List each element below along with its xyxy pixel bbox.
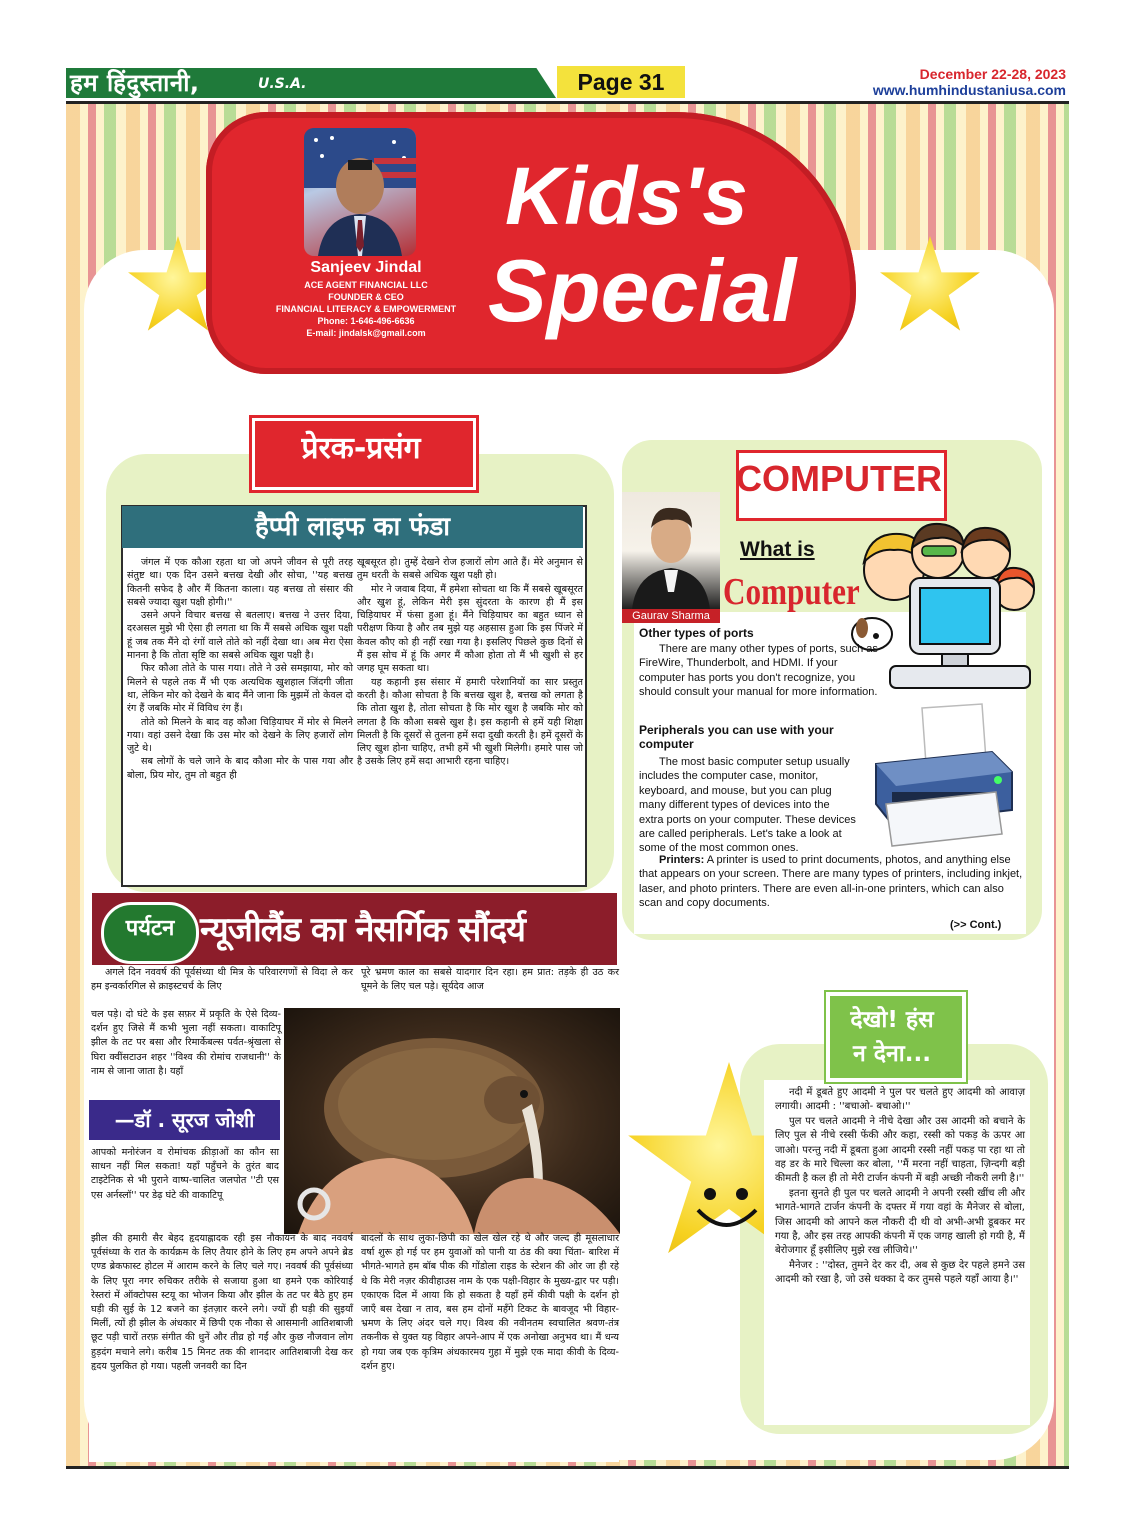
page-number: Page 31 [557,66,685,98]
newspaper-edition: U.S.A. [258,76,307,92]
kiwi-bird-photo [284,1008,620,1234]
author-name: Sanjeev Jindal [310,259,422,276]
author-role: FOUNDER & CEO [328,292,404,302]
bottom-rule [66,1466,1069,1469]
columnist-name: Gaurav Sharma [622,609,720,623]
paryatan-intro-right: पूरे भ्रमण काल का सबसे यादगार दिन रहा। हम प्रात: तड़के ही उठ कर घूमने के लिए चल पड़े। सूर्यदेव आज [361,967,619,993]
issue-date: December 22-28, 2023 [919,66,1066,82]
story-paragraph: फिर कौआ तोते के पास गया। तोते ने उसे समझाया, मोर को मिलने से पहले तक मैं भी एक अत्यधिक खुशहाल जिंदगी जीता था, लेकिन मोर को देखने के बाद मैंने जाना कि मुझमें तो केवल दो रंग हैं जबकि मोर में विविध रंग हैं। [127,663,353,715]
story-paragraph: जंगल में एक कौआ रहता था जो अपने जीवन से पूरी तरह संतुष्ट था। एक दिन उसने बत्तख देखी और सोचा, ''यह बत्तख कितनी सफेद है और मैं कितना काला। यह बत्तख तो संसार की सबसे ज्यादा खुश पक्षी होगी।'' [127,557,353,608]
paryatan-title: न्यूजीलैंड का नैसर्गिक सौंदर्य [200,910,525,950]
newspaper-title: हम हिंदुस्तानी, [70,69,200,97]
paryatan-bottom-left: झील की हमारी सैर बेहद हृदयाह्लादक रही इस नौकायन के बाद नववर्ष पूर्वसंध्या के रात के कार्यक्रम के लिए तैयार होने के लिए हम अपने अपने ब्रेड एण्ड ब्रेकफास्ट होटल में आराम करने के लिए चले गए। नववर्ष की पूर्वसंध्या के लिए पूरा नगर रुचिकर तरीके से सजाया हुआ था हमने एक कोरियाई रेस्तरां में ऑक्टोपस स्टयू का भोजन किया और झील के तट पर बैठे हुए हम घड़ी की सुई के 12 बजने का इंतज़ार करने लगे। ज्यों ही घड़ी की सुइयाँ मिलीं, त्यों ही झील के अंधकार में छिपी एक नौका से आसमानी आतिशबाजी छूट पड़ी चारों तरफ़ संगीत की धुनें और तीव्र हो गईं और कुछ नौजवान लोग हुड़दंग मचाने लगे। करीब 15 मिनट तक की शानदार आतिशबाजी देख कर हृदय पुलकित हो गया। पहली जनवरी का दिन [91,1233,353,1372]
author-company: ACE AGENT FINANCIAL LLC [304,280,428,290]
paryatan-left-narrow: चल पड़े। दो घंटे के इस सफ़र में प्रकृति के ऐसे दिव्य-दर्शन हुए जिसे मैं कभी भुला नहीं सकता। वाकाटिपू झील के तट पर बसा और रिमार्केबल्स पर्वत-श्रृंखला से घिरा क्वींसटाउन शहर ''विश्व की रोमांच राजधानी'' के नाम से जाना जाता है। यहाँ [91,1009,281,1077]
paryatan-author: —डॉ . सूरज जोशी [114,1108,255,1132]
ports-heading: Other types of ports [639,626,754,640]
story-paragraph: खूबसूरत हो। तुम्हें देखने रोज हजारों लोग आते हैं। मेरे अनुमान से तुम धरती के सबसे अधिक खुश पक्षी हो। [357,557,583,582]
story-paragraph: तोते को मिलने के बाद वह कौआ चिड़ियाघर में मोर से मिलने गया। वहां उसने देखा कि उस मोर को देखने के लिए हजारों लोग जुटे थे। [127,716,353,755]
paryatan-left-after-author: आपको मनोरंजन व रोमांचक क्रीड़ाओं का कौन सा साधन नहीं मिल सकता! यहाँ पहुँचने के तुरंत बाद टाइटेनिक से भी पुराने वाष्प-चालित जलपोत ''टी एस एस अर्नस्लॉ'' पर डेढ़ घंटे की वाकाटिपू [91,1147,279,1201]
story-column-1 [127,556,353,782]
author-phone: Phone: 1-646-496-6636 [317,316,415,326]
section-tag-prerak-label: प्रेरक-प्रसंग [301,431,421,466]
joke-body [775,1086,1025,1288]
author-email[interactable]: E-mail: jindalsk@gmail.com [306,328,426,338]
section-tag-computer-label: COMPUTER [736,458,942,499]
banner-title-line-2: Special [488,241,797,340]
banner-title-line-1: Kids's [505,151,748,242]
story-headline: हैप्पी लाइफ का फंडा [254,512,451,542]
joke-paragraph: नदी में डूबते हुए आदमी ने पुल पर चलते हुए आदमी को आवाज़ लगायी। आदमी : ''बचाओ- बचाओ।'' [775,1087,1025,1113]
peripherals-heading: Peripherals you can use with your computer [639,723,834,752]
what-is-heading: What is [740,538,815,561]
story-paragraph: उसने अपने विचार बत्तख से बतलाए। बत्तख ने उत्तर दिया, दरअसल मुझे भी ऐसा ही लगता था कि मैं सबसे अधिक खुश पक्षी हूं जब तक मैंने दो रंगों वाले तोते को नहीं देखा था। अब मेरा ऐसा मानना है कि तोता सृष्टि का सबसे अधिक खुश पक्षी है। [127,610,353,662]
printers-paragraph [639,853,1024,911]
smile-face-icon [690,1180,770,1240]
author-tagline: FINANCIAL LITERACY & EMPOWERMENT [275,304,457,314]
story-paragraph: सब लोगों के चले जाने के बाद कौआ मोर के पास गया और बोला, प्रिय मोर, तुम तो बहुत ही [127,756,353,781]
author-photo [304,128,416,256]
printer-illustration [862,700,1022,850]
section-tag-dekho-line-1: देखो! हंस [850,1007,934,1033]
computer-heading: Computer [723,571,860,613]
story-paragraph: मोर ने जवाब दिया, मैं हमेशा सोचता था कि मैं सबसे खूबसूरत और खुश हूं, लेकिन मेरी इस सुंदरता के कारण ही मैं इस चिड़ियाघर में फंसा हुआ हूं। मैंने चिड़ियाघर का बहुत ध्यान से परीक्षण किया है और तब मुझे यह अहसास हुआ कि इस पिंजरे में केवल कौए को ही नहीं रखा गया है। इसलिए पिछले कुछ दिनों से मैं इस सोच में हूं कि अगर मैं कौआ होता तो मैं भी खुशी से हर जगह घूम सकता था। [357,583,583,675]
section-tag-dekho-line-2: न देना... [853,1041,931,1067]
joke-paragraph: पुल पर चलते आदमी ने नीचे देखा और उस आदमी को बचाने के लिए पुल से नीचे रस्सी फेंकी और कहा, रस्सी को पकड़ के ऊपर आ जाओ। परन्तु नदी में डूबता हुआ आदमी रस्सी नहीं पकड़ पा रहा था तो वह डर के मारे चिल्ला कर बोला, ''मैं मरना नहीं चाहता, ज़िन्दगी बड़ी कीमती है कल ही तो मेरी टार्जन कंपनी में बड़ी अच्छी नौकरी लगी है।'' [775,1115,1025,1185]
story-paragraph: यह कहानी इस संसार में हमारी परेशानियों का सार प्रस्तुत करती है। कौआ सोचता है कि बत्तख खुश है, बत्तख को लगता है कि तोता खुश है, तोता सोचता है कि मोर खुश है जबकि मोर को लगता है कि कौआ सबसे खुश है। इस कहानी से हमें यही शिक्षा मिलती है कि दूसरों से तुलना हमें सदा दुखी करती है। हमें दूसरों के लिए खुश होना चाहिए, तभी हमें भी खुशी मिलेगी। हमारे पास जो है उसके लिए हमें सदा आभारी रहना चाहिए। [357,676,584,768]
printers-label: Printers: [659,854,705,866]
columnist-photo [622,492,720,610]
peripherals-paragraph: The most basic computer setup usually includes the computer case, monitor, keyboard, and mouse, but you can plug many different types of devices into the extra ports on your computer. These devices are called peripherals. Let's take a look at some of the most common ones. [639,756,856,855]
story-column-2 [357,556,583,769]
paryatan-intro-left: अगले दिन नववर्ष की पूर्वसंध्या थी मित्र के परिवारगणों से विदा ले कर हम इन्वर्कारगिल से क्राइस्टचर्च के लिए [91,967,353,993]
printers-text: A printer is used to print documents, photos, and anything else that appears on your screen. There are many types of printers, including inkjet, laser, and photo printers. There are even all-in-one printers, which can also scan and copy documents. [639,854,1023,910]
ports-paragraph: There are many other types of ports, such as FireWire, Thunderbolt, and HDMI. If your computer has ports you don't recognize, you should consult your manual for more information. [639,643,878,699]
joke-paragraph: इतना सुनते ही पुल पर चलते आदमी ने अपनी रस्सी खींच ली और भागते-भागते टार्जन कंपनी के दफ्तर में गया वहां के मैनेजर से बोला, जिस आदमी को आपने कल नौकरी दी थी वो अभी-अभी डूबकर मर गया है, और इस तरह आपकी कंपनी में एक जगह खाली हो गयी है, मैं बेरोजगार हूँ इसीलिए मुझे रख लीजिये।'' [775,1187,1025,1257]
website-link[interactable]: www.humhindustaniusa.com [872,82,1066,98]
section-tag-paryatan-label: पर्यटन [125,916,175,941]
joke-paragraph: मैनेजर : ''दोस्त, तुमने देर कर दी, अब से कुछ देर पहले हमने उस आदमी को रखा है, जो उसे धक्का दे कर तुमसे पहले यहाँ आया है।'' [775,1259,1025,1286]
paryatan-bottom-right: बादलों के साथ लुका-छिपी का खेल खेल रहे थे और जल्द ही मूसलाधार वर्षा शुरू हो गई पर हम युवाओं को पानी या ठंड की क्या चिंता- बारिश में भीगते-भागते हम बॉब पीक की गोंडोला राइड के स्टेशन की ओर जा ही रहे थे कि मेरी नज़र कीवीहाउस नाम के एक पक्षी-विहार के मुख्य-द्वार पर पड़ी। एकाएक दिल में आया कि हो सकता है यहाँ हमें कीवी पक्षी के दर्शन हो जाएँ बस देखा न ताव, बस हम दोनों महँगे टिकट के बावजूद भी विहार-भ्रमण के लिए अंदर चले गए। विश्व की नवीनतम स्वचालित श्रवण-तंत्र तकनीक से युक्त यह विहार अपने-आप में एक अनोखा अनुभव था। मैं धन्य हो गया जब एक कृत्रिम अंधकारमय गुहा में मुझे एक मादा कीवी के दिव्य-दर्शन हुए। [361,1233,619,1372]
continued-label: (>> Cont.) [950,919,1002,931]
